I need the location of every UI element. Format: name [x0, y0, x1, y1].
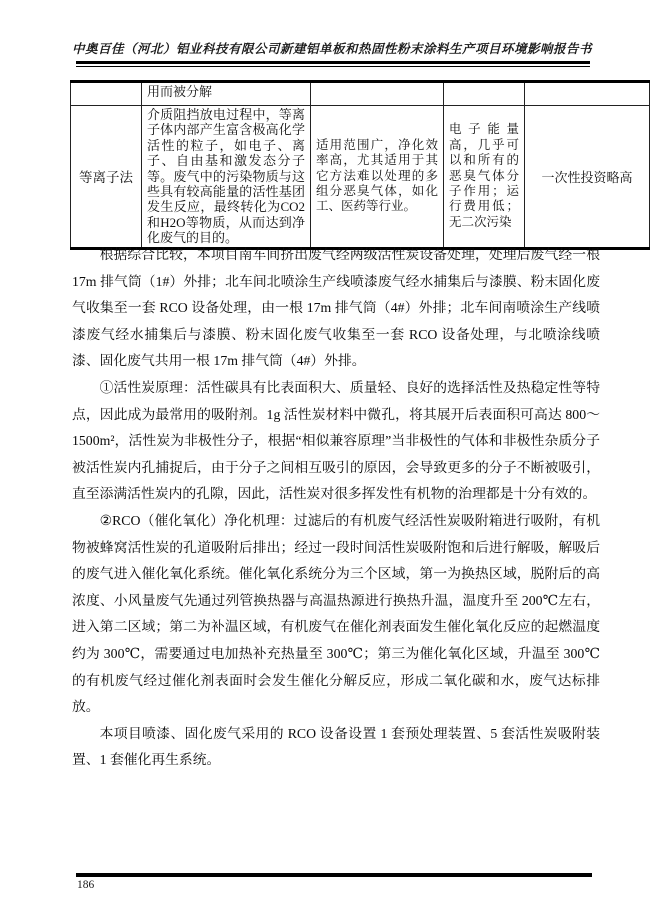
cell-method-empty	[71, 82, 142, 106]
footer-rule	[76, 873, 592, 877]
cell-advantages-text: 电子能量高，几乎可以和所有的恶臭气体分子作用；运行费用低；无二次污染	[444, 106, 525, 249]
cell-method-name: 等离子法	[71, 106, 142, 249]
odor-treatment-comparison-table	[70, 80, 650, 250]
cell-applicability-text: 适用范围广，净化效率高，尤其适用于其它方法难以处理的多组分恶臭气体，如化工、医药等行业。	[311, 106, 444, 249]
cell-cost-text: 一次性投资略高	[525, 106, 650, 249]
paragraph-rco-mechanism: ②RCO（催化氧化）净化机理：过滤后的有机废气经活性炭吸附箱进行吸附，有机物被蜂窝活性炭的孔道吸附后排出；经过一段时间活性炭吸附饱和后进行解吸，解吸后的废气进入催化氧化系统。催化氧化系统分为三个区域，第一为换热区域，脱附后的高浓度、小风量废气先通过列管换热器与高温热源进行换热升温，温度升至 200℃左右，进入第二区域；第二为补温区域，有机废气在催化剂表面发生催化氧化反应的起燃温度约为 300℃，需要通过电加热补充热量至 300℃；第三为催化氧化区域，升温至 300℃的有机废气经过催化剂表面时会发生催化分解反应，形成二氧化碳和水，废气达标排放。	[72, 512, 600, 715]
table-row-continuation	[71, 82, 650, 106]
cell-advantages-empty	[444, 82, 525, 106]
paragraph-exhaust-routing: 根据综合比较，本项目南车间挤出废气经两级活性炭设备处理，处理后废气经一根 17m 排气筒（1#）外排；北车间北喷涂生产线喷漆废气经水捕集后与漆膜、粉末固化废气收集至一套 RCO 设备处理，由一根 17m 排气筒（4#）外排；北车间南喷涂生产线喷漆废气经水捕集后与漆膜、粉末固化废气收集至一套 RCO 设备处理，与北喷涂线喷漆、固化废气共用一根 17m 排气筒（4#）外排。	[72, 247, 600, 369]
report-header-title: 中奥百佳（河北）铝业科技有限公司新建铝单板和热固性粉末涂料生产项目环境影响报告书	[71, 42, 592, 56]
header-double-rule	[76, 61, 590, 67]
cell-applicability-empty	[311, 82, 444, 106]
page-number: 186	[77, 879, 95, 891]
cell-principle-text: 介质阻挡放电过程中，等离子体内部产生富含极高化学活性的粒子，如电子、离子、自由基和激发态分子等。废气中的污染物质与这些具有较高能量的活性基团发生反应，最终转化为CO2 和H2O等物质，从而达到净化废气的目的。	[142, 106, 311, 249]
table-row-plasma-method	[71, 106, 650, 249]
cell-cost-empty	[525, 82, 650, 106]
cell-principle-continuation: 用而被分解	[142, 82, 311, 106]
paragraph-activated-carbon-principle: ①活性炭原理：活性碳具有比表面积大、质量轻、良好的选择活性及热稳定性等特点，因此成为最常用的吸附剂。1g 活性炭材料中微孔，将其展开后表面积可高达 800～1500m²，活性炭为非极性分子，根据“相似兼容原理”当非极性的气体和非极性杂质分子被活性炭内孔捕捉后，由于分子之间相互吸引的原因，会导致更多的分子不断被吸引，直至添满活性炭内的孔隙，因此，活性炭对很多挥发性有机物的治理都是十分有效的。	[72, 379, 600, 502]
paragraph-rco-equipment-config: 本项目喷漆、固化废气采用的 RCO 设备设置 1 套预处理装置、5 套活性炭吸附装置、1 套催化再生系统。	[72, 725, 600, 768]
body-text-block	[72, 242, 600, 774]
